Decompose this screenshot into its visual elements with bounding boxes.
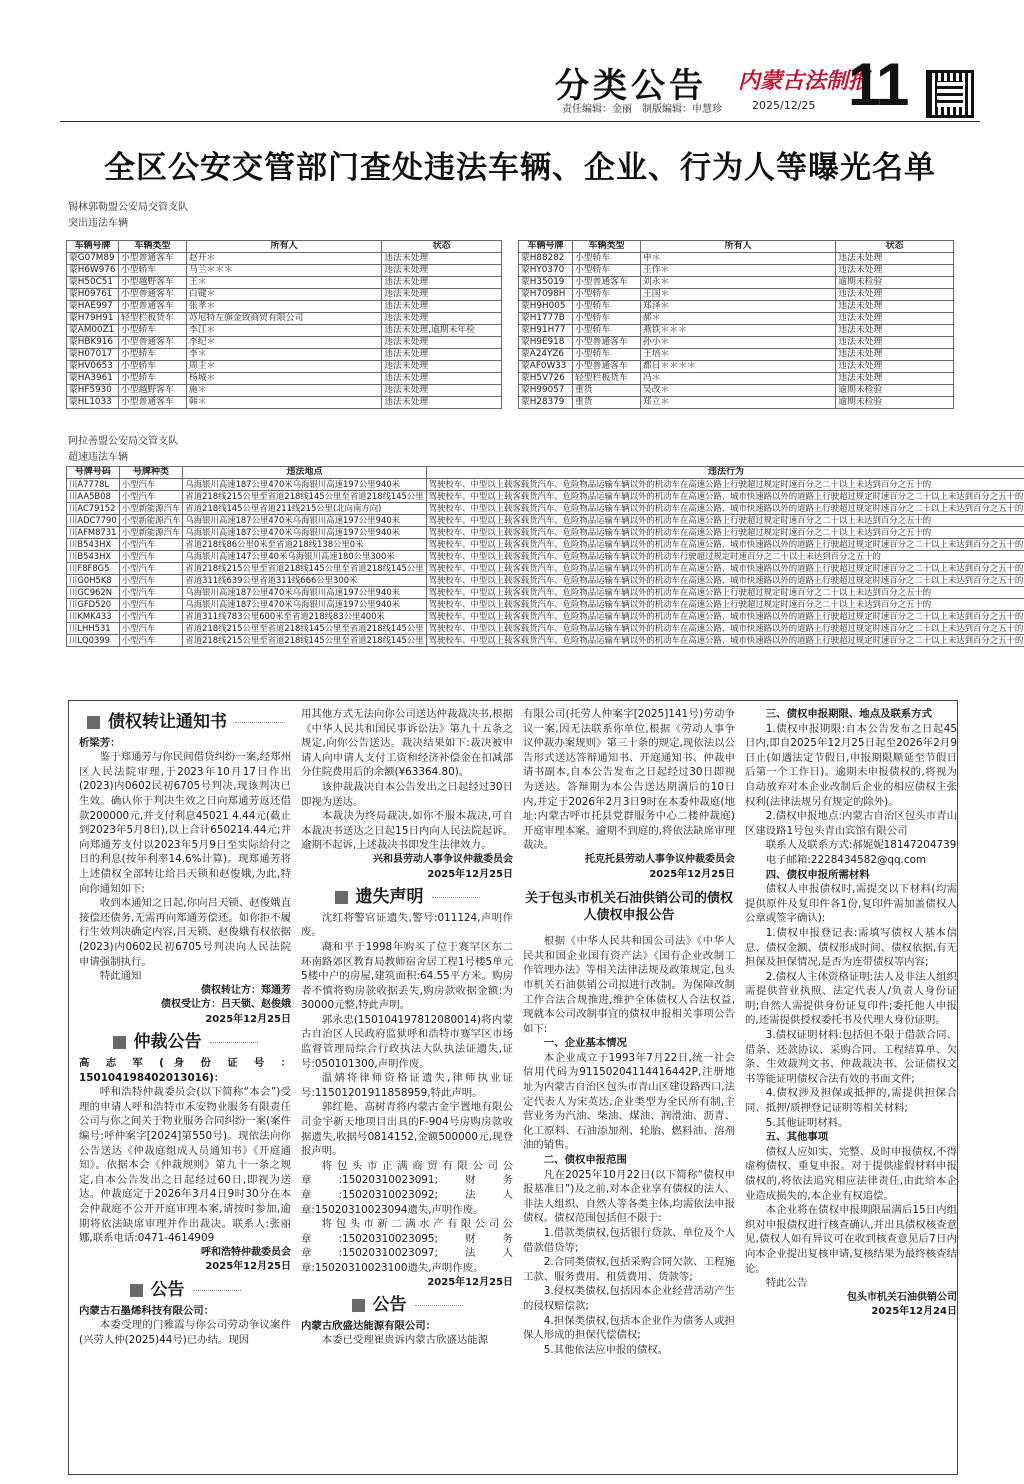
alashan-table	[66, 466, 1024, 647]
table-row	[519, 289, 954, 301]
table-cell: 小型汽车	[119, 599, 183, 611]
table-cell: 违法未处理	[382, 313, 502, 325]
column-header: 车辆号牌	[519, 241, 573, 253]
table-cell: 乌海银川高速187公里470米乌海银川高速197公里940米	[183, 587, 426, 599]
table-cell: 驾驶校车、中型以上载客载货汽车、危险物品运输车辆以外的机动车在高速公路、城市快速路以外的道路上行驶超过规定时速百分之二十以上未达到百分之五十的	[426, 491, 1024, 503]
table-cell: 违法未处理	[836, 337, 954, 349]
table-cell: 蒙H7098H	[519, 289, 573, 301]
table-header-row	[519, 241, 954, 253]
table-row	[67, 563, 1024, 575]
table-row	[519, 361, 954, 373]
table-row	[67, 265, 502, 277]
table-cell: 蒙AM00Z1	[67, 325, 119, 337]
table-cell: 蒙H1777B	[519, 313, 573, 325]
table-cell: 蒙HBK916	[67, 337, 119, 349]
table-cell: 驾驶校车、中型以上载客载货汽车、危险物品运输车辆以外的机动车在高速公路上行驶超过规定时速百分之二十以上未达到百分之五十的	[426, 527, 1024, 539]
table-cell: 川F8F8G5	[67, 563, 120, 575]
table-cell: 驾驶校车、中型以上载客载货汽车、危险物品运输车辆以外的机动车在高速公路、城市快速路以外的道路上行驶超过规定时速百分之二十以上未达到百分之五十的	[426, 623, 1024, 635]
table-cell: 违法未处理	[836, 325, 954, 337]
table-cell: 违法未处理	[382, 373, 502, 385]
table-cell: 违法未处理	[836, 361, 954, 373]
table-row	[519, 265, 954, 277]
table-cell: 小型越野客车	[118, 277, 186, 289]
table-cell: 逾期未检验	[836, 277, 954, 289]
table-row	[67, 491, 1024, 503]
table-cell: 苏尼特左旗金致商贸有限公司	[186, 313, 381, 325]
table-row	[67, 539, 1024, 551]
table-cell: 郑立＊	[640, 397, 835, 409]
table-row	[519, 277, 954, 289]
table-cell: 蒙HY0370	[519, 265, 573, 277]
notice-title: 公告	[79, 1283, 291, 1298]
table-row	[519, 337, 954, 349]
table-row	[67, 361, 502, 373]
table-row	[67, 349, 502, 361]
table-cell: 违法未处理	[836, 349, 954, 361]
table-cell: 蒙HL1033	[67, 397, 119, 409]
table-cell: 小型越野客车	[118, 385, 186, 397]
table-cell: 违法未处理	[836, 313, 954, 325]
table-cell: 小型普通客车	[118, 337, 186, 349]
xilin-table-left	[66, 240, 502, 409]
alashan-sub: 超速违法车辆	[68, 452, 128, 463]
table-cell: 违法未处理	[836, 289, 954, 301]
table-row	[67, 635, 1024, 647]
table-cell: 乌海银川高速187公里470米乌海银川高速197公里940米	[183, 515, 426, 527]
notice-column-1: 债权转让通知书 析梁芳： 鉴于郑通芳与你民间借贷纠纷一案,经郑州区人民法院审理,于2023年10月17日作出(2023)内0602民初6705号判决,现该判决已生效。确认你于判决生效之日向郑通芳返还借款200000元,并支付利息45021 4.44元(截止到2023年5月8日),以上合计650214.44元;并向郑通芳支付以2023年5月9日至实际给付之日的利息(按年利率14.6%计算)。现郑通芳将上述债权全部转让给吕天锁和赵俊娥,为此,特向你通知如下: 收到本通知之日起,你向吕天锁、赵俊娥直接偿还债务,无需再向郑通芳偿还。如你拒不履行生效判决确定内容,吕天锁、赵俊娥有权依据(2023)内0602民初6705号判决向人民法院申请强制执行。 特此通知 债权转让方：郑通芳 债权受让方：吕天锁、赵俊娥 2025年12月25日 仲裁公告 高 志 军 ( 身 份 证 号 ：150104198402013016)： 呼和浩特仲裁委员会(以下简称“本会”)受理的申请人呼和浩特市禾安物业服务有限责任公司与你之间关于物业服务合同纠纷一案(案件编号:呼仲案字[2024]第550号)。现依法向你公告送达《仲裁庭组成人员通知书》《开庭通知》。依据本会《仲裁规则》第九十一条之规定,自本公告发出之日起经过60日,即视为送达。仲裁庭定于2026年3月4日9时30分在本会仲裁庭不公开开庭审理本案,请按时参加,逾期将依法缺席审理并作出裁决。联系人:张丽娜,联系电话:0471-4614909 呼和浩特仲裁委员会 2025年12月25日 公告 内蒙古石墨烯科技有限公司： 本委受理的门雅霞与你公司劳动争议案件(兴劳人仲(2025)44号)已办结。现因	[79, 712, 291, 1346]
table-cell: 小型轿车	[572, 313, 640, 325]
table-cell: 驾驶校车、中型以上载客载货汽车、危险物品运输车辆以外的机动车在高速公路上行驶超过规定时速百分之二十以上未达到百分之五十的	[426, 515, 1024, 527]
table-cell: 王国＊	[640, 289, 835, 301]
section-title: 分类公告	[555, 66, 707, 106]
column-header: 所有人	[186, 241, 381, 253]
table-cell: 驾驶校车、中型以上载客载货汽车、危险物品运输车辆以外的机动车在高速公路上行驶超过规定时速百分之二十以上未达到百分之五十的	[426, 599, 1024, 611]
table-cell: 驾驶校车、中型以上载客载货汽车、危险物品运输车辆以外的机动车在高速公路、城市快速路以外的道路上行驶超过规定时速百分之二十以上未达到百分之五十的	[426, 539, 1024, 551]
table-cell: 川AFM8731	[67, 527, 120, 539]
main-headline: 全区公安交管部门查处违法车辆、企业、行为人等曝光名单	[104, 150, 936, 186]
table-cell: 省道218线215公里至省道218线145公里至省道218线145公里	[183, 491, 426, 503]
table-cell: 都日＊＊＊＊	[640, 361, 835, 373]
table-cell: 违法未处理	[382, 361, 502, 373]
table-cell: 川GC962N	[67, 587, 120, 599]
table-row	[519, 313, 954, 325]
table-cell: 小型汽车	[119, 635, 183, 647]
table-cell: 小型轿车	[572, 349, 640, 361]
table-cell: 小型轿车	[572, 265, 640, 277]
table-row	[67, 623, 1024, 635]
table-cell: 王培＊	[640, 349, 835, 361]
table-cell: 违法未处理	[836, 301, 954, 313]
table-cell: 省道218线215公里至省道218线145公里至省道218线145公里	[183, 635, 426, 647]
table-cell: 小型普通客车	[118, 253, 186, 265]
table-cell: 白键＊	[186, 289, 381, 301]
table-cell: 驾驶校车、中型以上载客载货汽车、危险物品运输车辆以外的机动车在高速公路、城市快速路以外的道路上行驶超过规定时速百分之二十以上未达到百分之五十的	[426, 575, 1024, 587]
table-cell: 蒙H6W976	[67, 265, 119, 277]
column-header: 状态	[382, 241, 502, 253]
table-cell: 韩＊	[186, 397, 381, 409]
table-cell: 蒙A24YZ6	[519, 349, 573, 361]
table-cell: 蒙AF0W33	[519, 361, 573, 373]
table-cell: 小型汽车	[119, 479, 183, 491]
table-row	[519, 373, 954, 385]
square-icon	[352, 1299, 365, 1312]
notice-column-3: 有限公司(托劳人仲案字[2025]141号)劳动争议一案,因无法联系你单位,根据《劳动人事争议仲裁办案规则》第三十条的规定,现依法以公告形式送达答辩通知书、开庭通知书、仲裁申请书副本,自本公告发布之日起经过30日即视为送达。答辩期为本公告送达期满后的10日内,并定于2026年2月3日9时在本委仲裁庭(地址:内蒙古呼市托县党群服务中心二楼仲裁庭)开庭审理本案。逾期不到庭的,将依法缺席审理裁决。 托克托县劳动人事争议仲裁委员会 2025年12月25日 关于包头市机关石油供销公司的债权人债权申报公告 根据《中华人民共和国公司法》《中华人民共和国企业国有资产法》《国有企业改制工作管理办法》等相关法律法规及政策规定,包头市机关石油供销公司拟进行改制。为保障改制工作合法合规推进,维护全体债权人合法权益,现就本公司改制事宜的债权申报相关事项公告如下: 一、企业基本情况 本企业成立于1993年7月22日,统一社会信用代码为91150204114416442P,注册地址为内蒙古自治区包头市青山区建设路西口,法定代表人为宋英达,企业类型为全民所有制,主营业务为汽油、柴油、煤油、润滑油、沥青、化工原料、石油添加剂、轮胎、燃料油、溶剂油的销售。 二、债权申报范围 凡在2025年10月22日(以下简称“债权申报基准日”)及之前,对本企业享有债权的法人、非法人组织、自然人等各类主体,均需依法申报债权。债权范围包括但不限于: 1.借款类债权,包括银行贷款、单位及个人借款借贷等; 2.合同类债权,包括采购合同欠款、工程施工款、服务费用、租赁费用、货款等; 3.侵权类债权,包括因本企业经营活动产生的侵权赔偿款; 4.担保类债权,包括本企业作为债务人或担保人形成的担保代偿债权; 5.其他依法应申报的债权。	[523, 708, 735, 1356]
table-cell: 川ADC7790	[67, 515, 120, 527]
table-cell: 蒙H35019	[519, 277, 573, 289]
table-cell: 小型汽车	[119, 539, 183, 551]
table-cell: 小型普通客车	[118, 289, 186, 301]
notice-column-4: 三、债权申报期限、地点及联系方式 1.债权申报期限:自本公告发布之日起45日内,即自2025年12月25日起至2026年2月9日止(如遇法定节假日,申报期限顺延至节假日后第一个工作日)。逾期未申报债权的,将视为自动放弃对本企业改制后企业的相应债权主张权利(法律法规另有规定的除外)。 2.债权申报地点:内蒙古自治区包头市青山区建设路1号包头青山宾馆有限公司 联系人及联系方式:郝妮妮18147204739 电子邮箱:2228434582@qq.com 四、债权申报所需材料 债权人申报债权时,需提交以下材料(均需提供原件及复印件各1份,复印件需加盖债权人公章或签字确认): 1.债权申报登记表:需填写债权人基本信息、债权金额、债权形成时间、债权依据,有无担保及担保情况,是否为连带债权等内容; 2.债权人主体资格证明:法人及非法人组织需提供营业执照、法定代表人/负责人身份证明;自然人需提供身份证复印件;委托他人申报的,还需提供授权委托书及代理人身份证明。 3.债权证明材料:包括但不限于借款合同、借条、还款协议、采购合同、工程结算单、欠条、生效裁判文书、仲裁裁决书、公证债权文书等能证明债权合法有效的书面文件; 4.债权涉及担保或抵押的,需提供担保合同、抵押/质押登记证明等相关材料; 5.其他证明材料。 五、其他事项 债权人应如实、完整、及时申报债权,不得虚构债权、重复申报。对于提供虚假材料申报债权的,将依法追究相应法律责任,由此给本企业造成损失的,本企业有权追偿。 本企业将在债权申报期限届满后15日内组织对申报债权进行核查确认,并出具债权核查意见,债权人如有异议可在收到核查意见后7日内向本企业提出复核申请,复核结果为最终核查结论。 特此公告 包头市机关石油供销公司 2025年12月24日	[745, 708, 957, 1318]
table-cell: 蒙HAE997	[67, 301, 119, 313]
table-cell: 蒙HA3961	[67, 373, 119, 385]
table-cell: 逾期未检验	[836, 385, 954, 397]
table-cell: 小型普通客车	[572, 337, 640, 349]
table-row	[519, 397, 954, 409]
table-cell: 小型轿车	[118, 325, 186, 337]
table-cell: 轻型栏板货车	[118, 313, 186, 325]
table-cell: 小型新能源汽车	[119, 515, 183, 527]
table-cell: 蒙H88282	[519, 253, 573, 265]
table-row	[519, 253, 954, 265]
table-cell: 违法未处理	[382, 337, 502, 349]
table-cell: 川B543HX	[67, 551, 120, 563]
table-cell: 重货	[572, 385, 640, 397]
table-cell: 小型汽车	[119, 491, 183, 503]
table-cell: 蒙G07M89	[67, 253, 119, 265]
table-cell: 蒙H9E918	[519, 337, 573, 349]
table-cell: 违法未处理	[382, 253, 502, 265]
table-cell: 违法未处理	[382, 301, 502, 313]
table-cell: 刘永＊	[640, 277, 835, 289]
square-icon	[130, 1284, 143, 1297]
table-cell: 郝＊	[640, 313, 835, 325]
table-row	[67, 479, 1024, 491]
table-row	[67, 337, 502, 349]
table-row	[67, 397, 502, 409]
table-row	[67, 301, 502, 313]
table-row	[67, 289, 502, 301]
square-icon	[87, 716, 100, 729]
table-row	[67, 515, 1024, 527]
table-cell: 吴改＊	[640, 385, 835, 397]
notice-title: 公告	[301, 1298, 513, 1313]
table-cell: 驾驶校车、中型以上载客载货汽车、危险物品运输车辆以外的机动车行驶超过规定时速百分之二十以上未达到百分之五十的	[426, 551, 1024, 563]
table-cell: 周主＊	[186, 361, 381, 373]
column-header: 号牌号码	[67, 467, 120, 479]
table-cell: 逾期未检验	[836, 397, 954, 409]
column-header: 车辆号牌	[67, 241, 119, 253]
table-cell: 小型轿车	[572, 301, 640, 313]
table-cell: 川KMK433	[67, 611, 120, 623]
column-header: 号牌种类	[119, 467, 183, 479]
table-cell: 小型汽车	[119, 623, 183, 635]
xilin-table-right	[518, 240, 954, 409]
table-cell: 川B543HX	[67, 539, 120, 551]
table-cell: 施＊	[186, 385, 381, 397]
table-cell: 小型普通客车	[118, 397, 186, 409]
notices-area	[68, 700, 958, 1475]
column-header: 违法地点	[183, 467, 426, 479]
table-cell: 马兰＊＊＊	[186, 265, 381, 277]
table-cell: 川AC79152	[67, 503, 120, 515]
table-cell: 违法未处理	[382, 289, 502, 301]
table-row	[519, 301, 954, 313]
table-cell: 小型新能源汽车	[119, 503, 183, 515]
table-cell: 小型轿车	[572, 325, 640, 337]
table-cell: 申＊	[640, 253, 835, 265]
table-cell: 川AA5B08	[67, 491, 120, 503]
notice-title: 仲裁公告	[79, 1035, 291, 1050]
editors-line: 责任编辑：金丽 制版编辑：申慧珍	[562, 104, 722, 115]
table-cell: 违法未处理	[382, 277, 502, 289]
table-row	[519, 385, 954, 397]
table-cell: 蒙HV0653	[67, 361, 119, 373]
square-icon	[113, 1036, 126, 1049]
table-cell: 小型普通客车	[572, 361, 640, 373]
header-rule	[60, 121, 980, 122]
table-cell: 李纪＊	[186, 337, 381, 349]
table-cell: 省道218线145公里省道211线215公里(北向南方向)	[183, 503, 426, 515]
table-cell: 省道311线783公里600米至省道218线83公里400米	[183, 611, 426, 623]
table-cell: 驾驶校车、中型以上载客载货汽车、危险物品运输车辆以外的机动车在高速公路上行驶超过规定时速百分之二十以上未达到百分之五十的	[426, 587, 1024, 599]
table-cell: 乌海银川高速147公里40米乌海银川高速180公里300米	[183, 551, 426, 563]
xilin-sub: 突出违法车辆	[68, 218, 128, 229]
table-cell: 川A7778L	[67, 479, 120, 491]
page-number: 11	[848, 51, 908, 118]
table-cell: 川GFD520	[67, 599, 120, 611]
table-cell: 张孝＊	[186, 301, 381, 313]
table-cell: 蒙H50C51	[67, 277, 119, 289]
table-cell: 乌海银川高速187公里470米乌海银川高速197公里940米	[183, 599, 426, 611]
column-header: 所有人	[640, 241, 835, 253]
table-cell: 蒙H99057	[519, 385, 573, 397]
notice-column-2: 用其他方式无法向你公司送达仲裁裁决书,根据《中华人民共和国民事诉讼法》第九十五条之规定,向你公告送达。裁决结果如下:裁决被申请人向申请人支付工资和经济补偿金在扣减部分住院费用后的余额(¥63364.80)。 该仲裁裁决自本公告发出之日起经过30日即视为送达。 本裁决为终局裁决,如你不服本裁决,可自本裁决书送达之日起15日内向人民法院起诉。逾期不起诉,上述裁决书即发生法律效力。 兴和县劳动人事争议仲裁委员会 2025年12月25日 遗失声明 沈红将警官证遗失,警号:011124,声明作废。 裔和平于1998年购买了位于赛罕区东二环南路郊区教育局教师宿舍居工程1号楼5单元5楼中户的房屋,建筑面积:64.55平方米。购房者不慎将购房款收据丢失,购房款收据金额:为30000元整,特此声明。 郭永忠(150104197812080014)将内蒙古自治区人民政府监狱呼和浩特市赛罕区市场监督管理局综合行政执法大队执法证遗失,证号:050101300,声明作废。 温婧将律师资格证遗失,律师执业证号:11501201911858959,特此声明。 郭红艳、高树青将内蒙古金宇置地有限公司金宇新天地项目出具的F-904号房购房款收据遗失,收据号0814152,金额500000元,现登报声明。 将包头市正满商贸有限公司公章:15020310023091;财务章:15020310023092;法人章:15020310023094遗失,声明作废。 将包头市新二满水产有限公司公章:15020310023095;财务章:15020310023097;法人章:15020310023100遗失,声明作废。 2025年12月25日 公告 内蒙古欣盛达能源有限公司： 本委已受理崔贵诉内蒙古欣盛达能源	[301, 708, 513, 1347]
qr-code-icon	[926, 70, 974, 118]
table-row	[67, 551, 1024, 563]
column-header: 状态	[836, 241, 954, 253]
newspaper-logo: 内蒙古法制报	[738, 68, 871, 94]
table-cell: 冯＊	[640, 373, 835, 385]
table-cell: 小型汽车	[119, 551, 183, 563]
table-cell: 小型新能源汽车	[119, 527, 183, 539]
table-cell: 违法未处理	[382, 349, 502, 361]
table-cell: 驾驶校车、中型以上载客载货汽车、危险物品运输车辆以外的机动车在高速公路、城市快速路以外的道路上行驶超过规定时速百分之二十以上未达到百分之五十的	[426, 503, 1024, 515]
table-cell: 小型普通客车	[572, 277, 640, 289]
table-cell: 王＊	[186, 277, 381, 289]
table-cell: 蒙H09761	[67, 289, 119, 301]
table-cell: 蒙H9H005	[519, 301, 573, 313]
table-cell: 省道218线215公里至省道218线145公里至省道218线145公里	[183, 563, 426, 575]
table-row	[519, 349, 954, 361]
table-cell: 郑泽＊	[640, 301, 835, 313]
column-header: 违法行为	[426, 467, 1024, 479]
table-row	[67, 527, 1024, 539]
table-row	[67, 575, 1024, 587]
table-cell: 驾驶校车、中型以上载客载货汽车、危险物品运输车辆以外的机动车在高速公路、城市快速路以外的道路上行驶超过规定时速百分之二十以上未达到百分之五十的	[426, 563, 1024, 575]
table-row	[67, 611, 1024, 623]
table-cell: 蒙H91H77	[519, 325, 573, 337]
table-cell: 小型汽车	[119, 611, 183, 623]
square-icon	[335, 891, 348, 904]
table-cell: 驾驶校车、中型以上载客载货汽车、危险物品运输车辆以外的机动车在高速公路上行驶超过规定时速百分之二十以上未达到百分之五十的	[426, 479, 1024, 491]
table-cell: 孙小＊	[640, 337, 835, 349]
table-row	[67, 385, 502, 397]
table-cell: 违法未处理	[382, 265, 502, 277]
table-cell: 驾驶校车、中型以上载客载货汽车、危险物品运输车辆以外的机动车在高速公路、城市快速路以外的道路上行驶超过规定时速百分之二十以上未达到百分之五十的	[426, 611, 1024, 623]
table-cell: 川G0H5K8	[67, 575, 120, 587]
table-cell: 违法未处理	[836, 373, 954, 385]
table-cell: 小型普通客车	[118, 301, 186, 313]
table-row	[519, 325, 954, 337]
table-cell: 省道218线215公里至省道218线145公里至省道218线145公里	[183, 623, 426, 635]
table-row	[67, 313, 502, 325]
notice-title: 遗失声明	[301, 890, 513, 905]
table-cell: 违法未处理	[836, 265, 954, 277]
table-cell: 蒙H07017	[67, 349, 119, 361]
table-cell: 蒙HF5930	[67, 385, 119, 397]
table-cell: 杨城＊	[186, 373, 381, 385]
table-cell: 小型轿车	[118, 361, 186, 373]
table-cell: 王作＊	[640, 265, 835, 277]
table-row	[67, 253, 502, 265]
table-row	[67, 587, 1024, 599]
table-cell: 川LQ0399	[67, 635, 120, 647]
table-cell: 重货	[572, 397, 640, 409]
table-cell: 驾驶校车、中型以上载客载货汽车、危险物品运输车辆以外的机动车在高速公路、城市快速路以外的道路上行驶超过规定时速百分之二十以上未达到百分之五十的	[426, 635, 1024, 647]
table-header-row	[67, 467, 1024, 479]
table-row	[67, 503, 1024, 515]
table-cell: 违法未处理,逾期未年检	[382, 325, 502, 337]
table-cell: 李江＊	[186, 325, 381, 337]
table-cell: 小型轿车	[118, 349, 186, 361]
table-row	[67, 325, 502, 337]
table-cell: 违法未处理	[382, 397, 502, 409]
notice-title: 债权转让通知书	[79, 715, 291, 730]
table-cell: 小型轿车	[572, 289, 640, 301]
xilin-unit: 锡林郭勒盟公安局交管支队	[68, 202, 188, 213]
table-cell: 赵开＊	[186, 253, 381, 265]
column-header: 车辆类型	[118, 241, 186, 253]
table-cell: 小型汽车	[119, 575, 183, 587]
table-cell: 省道311线639公里省道311线666公里300米	[183, 575, 426, 587]
table-row	[67, 599, 1024, 611]
creditor-notice-title: 关于包头市机关石油供销公司的债权人债权申报公告	[524, 891, 733, 924]
table-row	[67, 373, 502, 385]
table-cell: 蒙H79H91	[67, 313, 119, 325]
table-cell: 小型轿车	[118, 265, 186, 277]
table-cell: 小型汽车	[119, 563, 183, 575]
table-cell: 乌海银川高速187公里470米乌海银川高速197公里940米	[183, 527, 426, 539]
table-cell: 乌海银川高速187公里470米乌海银川高速197公里940米	[183, 479, 426, 491]
table-header-row	[67, 241, 502, 253]
table-cell: 蒙H28379	[519, 397, 573, 409]
table-cell: 川LHH531	[67, 623, 120, 635]
table-cell: 燕铁＊＊＊	[640, 325, 835, 337]
table-cell: 小型轿车	[572, 253, 640, 265]
table-cell: 省道218线86公里0米至省道218线138公里0米	[183, 539, 426, 551]
column-header: 车辆类型	[572, 241, 640, 253]
table-cell: 小型轿车	[118, 373, 186, 385]
table-cell: 违法未处理	[836, 253, 954, 265]
table-cell: 违法未处理	[382, 385, 502, 397]
page-header	[0, 0, 1024, 140]
alashan-unit: 阿拉善盟公安局交管支队	[68, 436, 178, 447]
table-cell: 李＊	[186, 349, 381, 361]
issue-date: 2025/12/25	[752, 99, 816, 112]
table-cell: 小型汽车	[119, 587, 183, 599]
table-cell: 蒙H5V726	[519, 373, 573, 385]
table-row	[67, 277, 502, 289]
table-cell: 轻型栏板货车	[572, 373, 640, 385]
